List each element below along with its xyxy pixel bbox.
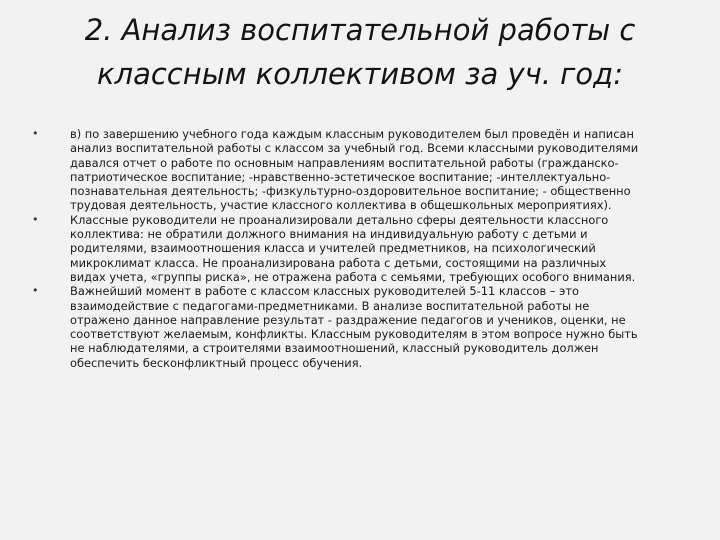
slide-title <box>30 8 690 96</box>
bullet-marker: • <box>32 284 39 298</box>
bullet-text-line: микроклимат класса. Не проанализирована работа с детьми, состоящими на различных <box>70 255 607 270</box>
bullet-text-line: отражено данное направление результат - раздражение педагогов и учеников, оценки, не <box>70 312 626 327</box>
bullet-text-line: трудовая деятельность, участие классного коллектива в общешкольных мероприятиях). <box>70 198 612 213</box>
bullet-marker: • <box>32 212 39 226</box>
bullet-marker: • <box>32 127 39 140</box>
bullet-text-line: обеспечить бесконфликтный процесс обучения. <box>70 355 363 370</box>
bullet-list <box>22 127 698 370</box>
bullet-item-shortcomings <box>22 213 698 284</box>
bullet-text-line: давался отчет о работе по основным направлениям воспитательной работы (гражданско- <box>70 155 619 170</box>
bullet-text-line: в) по завершению учебного года каждым классным руководителем был проведён и написан <box>70 127 634 141</box>
bullet-text-line: взаимодействие с педагогами-предметниками. В анализе воспитательной работы не <box>70 298 590 313</box>
bullet-text-line: родителями, взаимоотношения класса и учителей предметников, на психологический <box>70 241 596 256</box>
bullet-text-line: патриотическое воспитание; -нравственно-эстетическое воспитание; -интеллектуально- <box>70 169 611 184</box>
bullet-text-line: Классные руководители не проанализировали детально сферы деятельности классного <box>70 212 609 227</box>
bullet-text-line: соответствуют желаемым, конфликты. Классным руководителям в этом вопросе нужно быть <box>70 327 638 342</box>
bullet-text-line: коллектива: не обратили должного внимания на индивидуальную работу с детьми и <box>70 227 588 242</box>
bullet-text-line: Важнейший момент в работе с классом классных руководителей 5-11 классов – это <box>70 284 579 299</box>
bullet-text-line: познавательная деятельность; -физкультурно-оздоровительное воспитание; - общественно <box>70 184 631 199</box>
bullet-item-teacher-interaction <box>22 284 698 370</box>
slide-title-line-1: 2. Анализ воспитательной работы с <box>84 13 636 47</box>
bullet-item-analysis-report <box>22 127 698 213</box>
bullet-text-line: видах учета, «группы риска», не отражена работа с семьями, требующих особого внимания. <box>70 269 636 284</box>
bullet-text-line: анализ воспитательной работы с классом за учебный год. Всеми классными руководителями <box>70 141 639 156</box>
slide-title-line-2: классным коллективом за уч. год: <box>97 57 623 91</box>
bullet-text-line: не наблюдателями, а строителями взаимоотношений, классный руководитель должен <box>70 341 599 356</box>
